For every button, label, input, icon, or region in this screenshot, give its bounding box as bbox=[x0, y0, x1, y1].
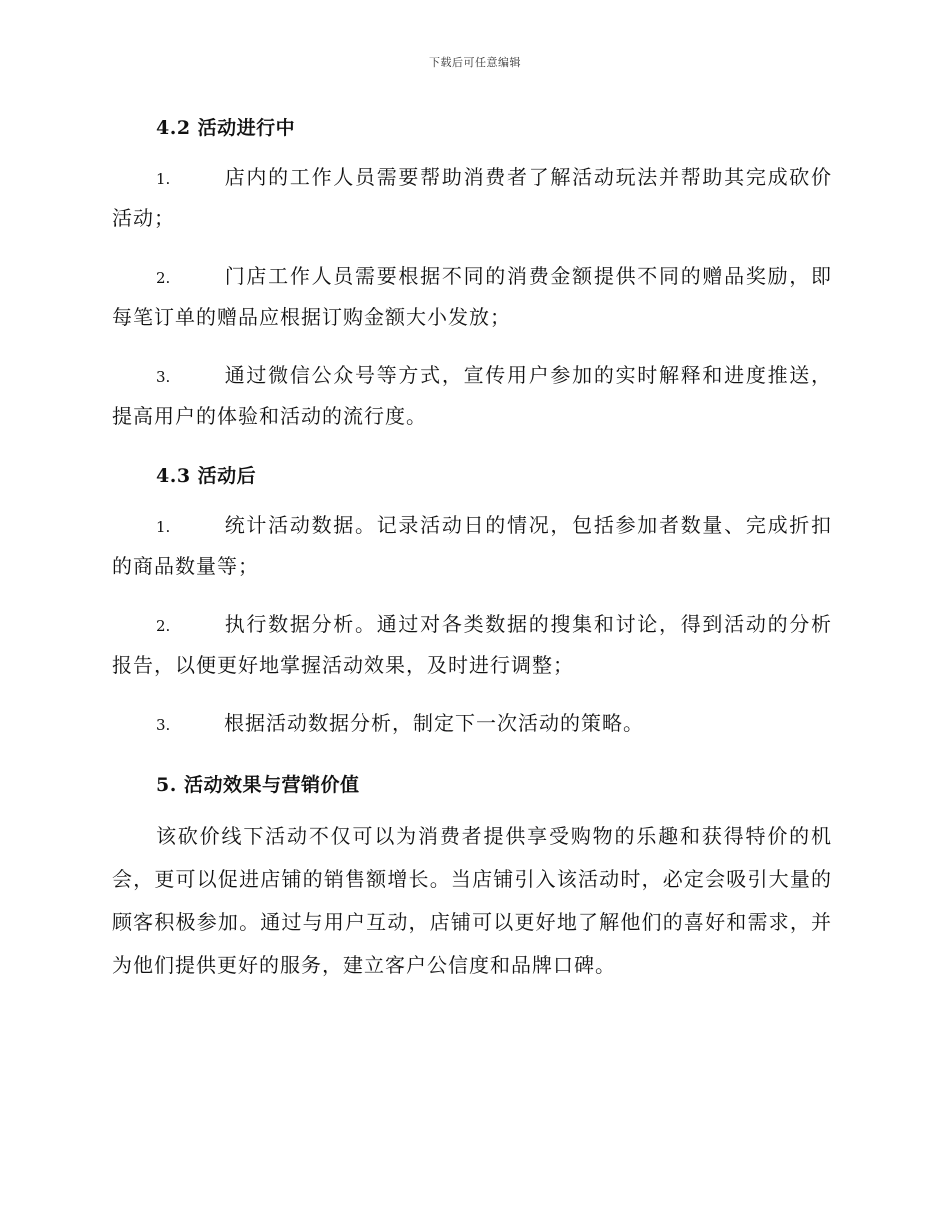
document-body bbox=[112, 110, 832, 987]
list-item bbox=[112, 605, 832, 685]
list-item-number: 3. bbox=[156, 716, 171, 734]
list-item-text: 通过微信公众号等方式，宣传用户参加的实时解释和进度推送，提高用户的体验和活动的流行度。 bbox=[112, 363, 832, 428]
section-after-activity bbox=[112, 458, 832, 745]
list-item bbox=[112, 506, 832, 586]
section-during-activity bbox=[112, 110, 832, 436]
list-item-number: 3. bbox=[156, 368, 171, 386]
header-note: 下载后可任意编辑 bbox=[429, 56, 521, 69]
section-heading: 5. 活动效果与营销价值 bbox=[156, 774, 360, 796]
body-paragraph: 该砍价线下活动不仅可以为消费者提供享受购物的乐趣和获得特价的机会，更可以促进店铺的销售额增长。当店铺引入该活动时，必定会吸引大量的顾客积极参加。通过与用户互动，店铺可以更好地了解他们的喜好和需求，并为他们提供更好的服务，建立客户公信度和品牌口碑。 bbox=[112, 824, 832, 977]
list-item-text: 执行数据分析。通过对各类数据的搜集和讨论，得到活动的分析报告，以便更好地掌握活动效果，及时进行调整； bbox=[112, 612, 832, 677]
list-item bbox=[112, 158, 832, 238]
section-effect-and-value bbox=[112, 767, 832, 987]
list-item-text: 根据活动数据分析，制定下一次活动的策略。 bbox=[224, 711, 644, 735]
list-item bbox=[112, 704, 832, 745]
list-item-number: 1. bbox=[156, 170, 171, 188]
section-heading: 4.2 活动进行中 bbox=[156, 117, 296, 139]
list-item-text: 店内的工作人员需要帮助消费者了解活动玩法并帮助其完成砍价活动； bbox=[112, 165, 832, 230]
list-item-number: 2. bbox=[156, 617, 171, 635]
list-item-text: 统计活动数据。记录活动日的情况，包括参加者数量、完成折扣的商品数量等； bbox=[112, 513, 832, 578]
list-item bbox=[112, 257, 832, 337]
list-item-number: 1. bbox=[156, 518, 171, 536]
list-item-text: 门店工作人员需要根据不同的消费金额提供不同的赠品奖励，即每笔订单的赠品应根据订购金额大小发放； bbox=[112, 264, 832, 329]
list-item bbox=[112, 356, 832, 436]
section-heading: 4.3 活动后 bbox=[156, 465, 257, 487]
list-item-number: 2. bbox=[156, 269, 171, 287]
